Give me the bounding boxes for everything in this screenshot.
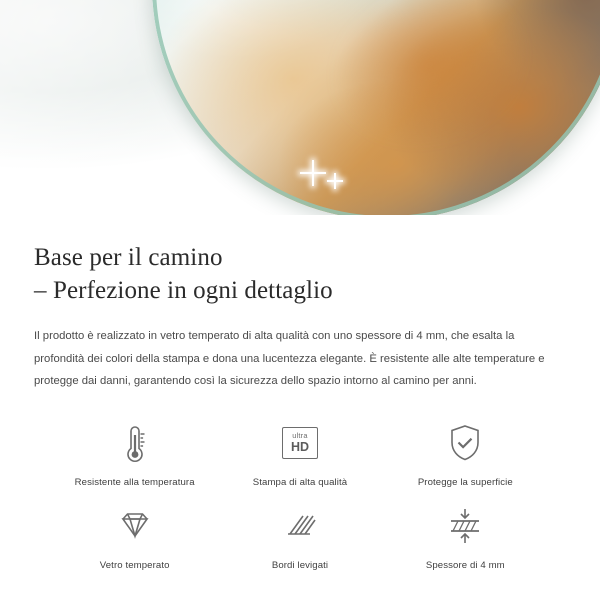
headline-line-2: – Perfezione in ogni dettaglio [34, 277, 333, 304]
page-title [34, 241, 566, 307]
thickness-arrows-icon [438, 500, 492, 552]
ultra-hd-badge-small: ultra [292, 431, 308, 441]
feature-item-print-quality [217, 413, 382, 490]
headline-line-1: Base per il camino [34, 244, 223, 271]
ultra-hd-icon [273, 417, 327, 469]
description-paragraph: Il prodotto è realizzato in vetro temperato di alta qualità con uno spessore di 4 mm, che esalta la profondità dei colori della stampa e dona una lucentezza elegante. È resistente alle alte temperature e protegge dai danni, garantendo così la sicurezza dello spazio intorno al camino per anni. [34, 330, 545, 388]
content-section [0, 241, 600, 573]
feature-item-temperature [52, 413, 217, 490]
feature-item-thickness [383, 496, 548, 573]
bottom-spacer [0, 584, 600, 600]
thermometer-icon [108, 417, 162, 469]
ultra-hd-badge-big: HD [290, 439, 310, 454]
feature-label: Resistente alla temperatura [74, 476, 195, 488]
feature-label: Spessore di 4 mm [425, 559, 505, 571]
polished-edges-icon [273, 500, 327, 552]
hero-image [0, 0, 600, 215]
feature-label: Stampa di alta qualità [252, 476, 348, 488]
shield-check-icon [438, 417, 492, 469]
feature-item-surface-protection [383, 413, 548, 490]
feature-item-polished-edges [217, 496, 382, 573]
feature-label: Vetro temperato [99, 559, 170, 571]
feature-label: Bordi levigati [271, 559, 329, 571]
feature-grid [34, 413, 566, 573]
feature-label: Protegge la superficie [417, 476, 513, 488]
diamond-icon [108, 500, 162, 552]
feature-item-tempered-glass [52, 496, 217, 573]
glass-plate-product-image [152, 0, 600, 215]
